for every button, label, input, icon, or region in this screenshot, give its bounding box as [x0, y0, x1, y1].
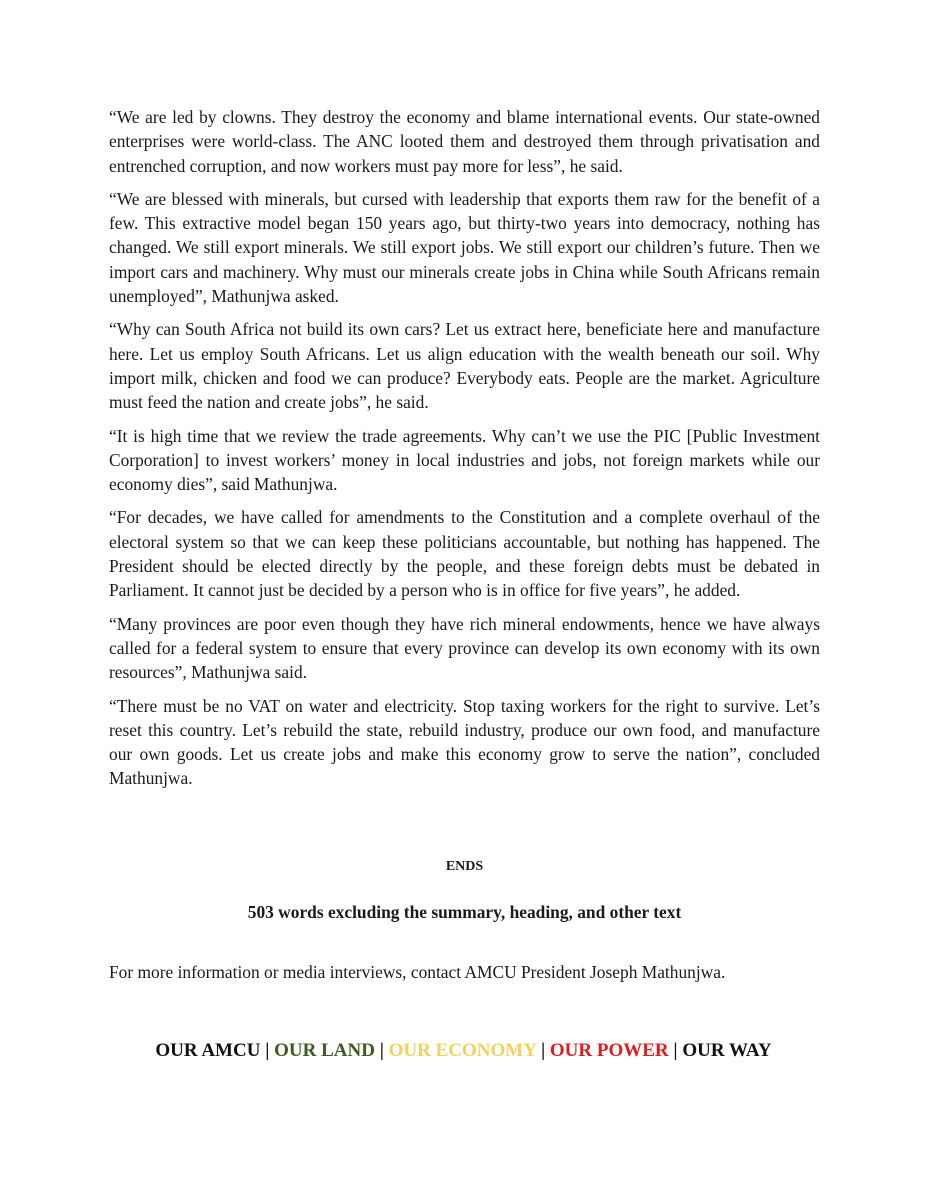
paragraph: “For decades, we have called for amendments to the Constitution and a complete overhaul of the electoral system so that we can keep these politicians accountable, but nothing has happened. The President should be elected directly by the people, and these foreign debts must be debated in Parliament. It cannot just be decided by a person who is in office for five years”, he added.	[109, 507, 820, 601]
paragraph: “We are blessed with minerals, but cursed with leadership that exports them raw for the benefit of a few. This extractive model began 150 years ago, but thirty-two years into democracy, nothing has changed. We still export minerals. We still export jobs. We still export our children’s future. Then we import cars and machinery. Why must our minerals create jobs in China while South Africans remain unemployed”, Mathunjwa asked.	[109, 188, 820, 307]
paragraph: “Many provinces are poor even though they have rich mineral endowments, hence we have always called for a federal system to ensure that every province can develop its own economy with its own resources”, Mathunjwa said.	[109, 613, 820, 683]
paragraph: “We are led by clowns. They destroy the economy and blame international events. Our state-owned enterprises were world-class. The ANC looted them and destroyed them through privatisation and entrenched corruption, and now workers must pay more for less”, he said.	[109, 107, 820, 176]
slogan-our-amcu: OUR AMCU	[155, 1040, 261, 1061]
slogan-separator: |	[374, 1040, 389, 1061]
word-count-note: 503 words excluding the summary, heading, and other text	[247, 902, 682, 922]
slogan-our-economy: OUR ECONOMY	[388, 1040, 537, 1061]
paragraph: “Why can South Africa not build its own cars? Let us extract here, beneficiate here and manufacture here. Let us employ South Africans. Let us align education with the wealth beneath our soil. Why import milk, chicken and food we can produce? Everybody eats. People are the market. Agriculture must feed the nation and create jobs”, he said.	[109, 319, 820, 413]
paragraph: “It is high time that we review the trade agreements. Why can’t we use the PIC [Public Investment Corporation] to invest workers’ money in local industries and jobs, not foreign markets while our economy dies”, said Mathunjwa.	[109, 425, 820, 495]
slogan	[0, 1038, 927, 1064]
paragraph: “There must be no VAT on water and electricity. Stop taxing workers for the right to survive. Let’s reset this country. Let’s rebuild the state, rebuild industry, produce our own food, and manufacture our own goods. Let us create jobs and make this economy grow to serve the nation”, concluded Mathunjwa.	[109, 695, 820, 789]
slogan-separator: |	[260, 1040, 275, 1061]
article-body	[109, 105, 820, 800]
slogan-our-power: OUR POWER	[549, 1040, 669, 1061]
contact-line: For more information or media interviews, contact AMCU President Joseph Mathunjwa.	[109, 962, 726, 982]
ends-marker: ENDS	[445, 859, 484, 874]
slogan-our-land: OUR LAND	[274, 1040, 375, 1061]
slogan-our-way: OUR WAY	[682, 1040, 772, 1061]
slogan-separator: |	[536, 1040, 550, 1061]
slogan-separator: |	[668, 1040, 683, 1061]
